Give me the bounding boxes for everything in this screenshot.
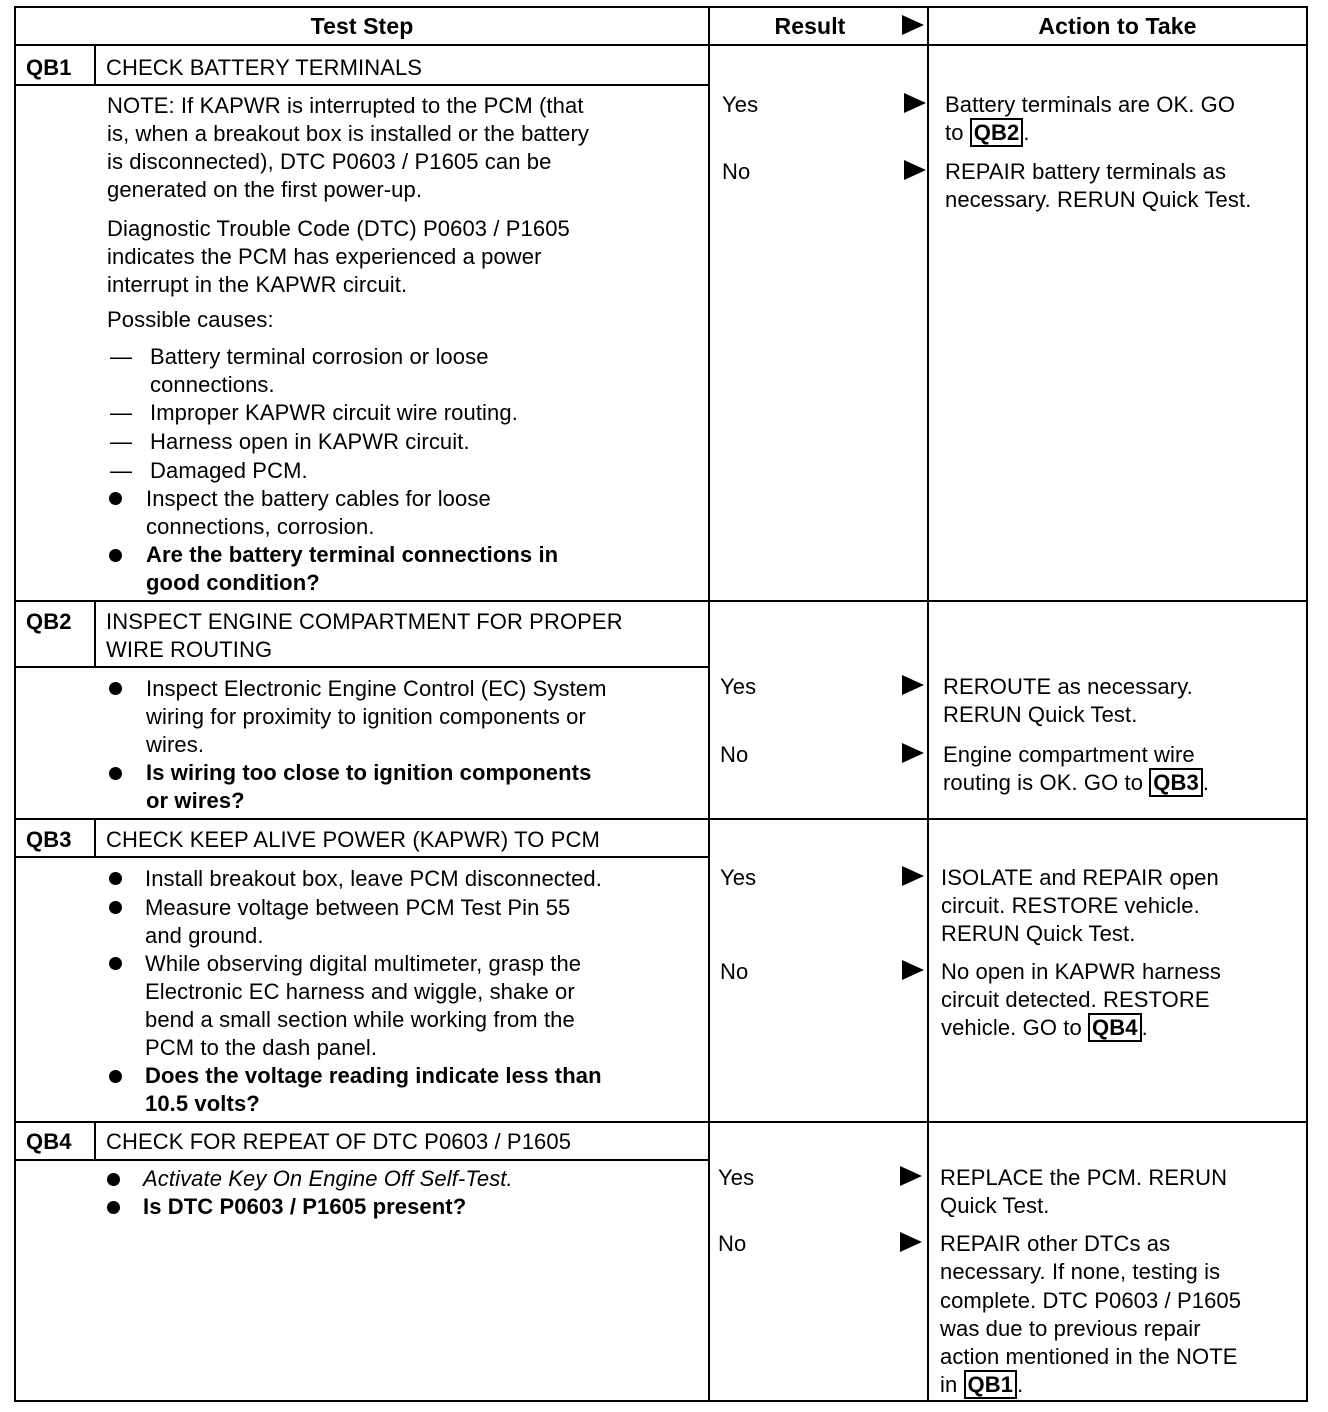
qb3-goto-qb4-link[interactable]: QB4 <box>1088 1013 1142 1042</box>
section-divider-qb4 <box>14 1121 1308 1123</box>
qb1-title-underline <box>14 84 710 86</box>
qb1-note-line-1: NOTE: If KAPWR is interrupted to the PCM (that <box>107 93 584 118</box>
qb1-dtc-line-1: Diagnostic Trouble Code (DTC) P0603 / P1605 <box>107 216 570 241</box>
qb3-code-divider <box>94 818 96 858</box>
qb2-no-action-line-2 <box>943 769 1209 798</box>
qb1-dtc-line-3: interrupt in the KAPWR circuit. <box>107 272 408 297</box>
section-divider-qb2 <box>14 600 1308 602</box>
qb1-note-line-3: is disconnected), DTC P0603 / P1605 can be <box>107 149 552 174</box>
qb3-bullet-2-line-1: Measure voltage between PCM Test Pin 55 <box>145 895 571 920</box>
qb1-cause-1-line-2: connections. <box>150 372 275 397</box>
qb3-yes-action-line-2: circuit. RESTORE vehicle. <box>941 893 1200 918</box>
table-border-right <box>1306 6 1308 1402</box>
qb2-title-line-2: WIRE ROUTING <box>106 637 273 662</box>
qb3-result-yes: Yes <box>720 865 757 890</box>
qb2-result-yes: Yes <box>720 674 757 699</box>
qb1-possible-causes: Possible causes: <box>107 307 274 332</box>
qb4-no-action-line-2: necessary. If none, testing is <box>940 1259 1221 1284</box>
qb1-result-yes: Yes <box>722 92 759 117</box>
qb2-yes-action-line-2: RERUN Quick Test. <box>943 702 1138 727</box>
qb3-question-line-1: Does the voltage reading indicate less than <box>145 1063 602 1088</box>
qb3-bullet-4-icon <box>109 1070 122 1083</box>
qb1-cause-1-line-1: Battery terminal corrosion or loose <box>150 344 489 369</box>
qb1-cause-2: Improper KAPWR circuit wire routing. <box>150 400 518 425</box>
qb1-cause-3: Harness open in KAPWR circuit. <box>150 429 470 454</box>
qb3-yes-action-line-1: ISOLATE and REPAIR open <box>941 865 1219 890</box>
qb2-no-action-period: . <box>1202 770 1210 795</box>
section-divider-qb3 <box>14 818 1308 820</box>
qb4-no-action-line-1: REPAIR other DTCs as <box>940 1231 1171 1256</box>
qb1-note-line-2: is, when a breakout box is installed or the battery <box>107 121 590 146</box>
table-border-top <box>14 6 1308 8</box>
qb2-goto-qb3-link[interactable]: QB3 <box>1149 768 1203 797</box>
qb1-yes-action-line-2 <box>945 119 1030 148</box>
header-result: Result <box>774 13 846 39</box>
qb1-yes-action-line-1: Battery terminals are OK. GO <box>945 92 1236 117</box>
qb3-bullet-3-line-3: bend a small section while working from the <box>145 1007 575 1032</box>
qb4-no-action-period: . <box>1017 1372 1024 1397</box>
qb1-cause-4: Damaged PCM. <box>150 458 308 483</box>
qb3-bullet-1-icon <box>109 872 122 885</box>
qb1-dtc-line-2: indicates the PCM has experienced a power <box>107 244 542 269</box>
qb2-bullet-1-icon <box>109 682 122 695</box>
qb1-cause-dash-4: — <box>110 458 133 483</box>
header-action: Action to Take <box>1038 13 1197 39</box>
qb2-bullet-1-line-3: wires. <box>146 732 205 757</box>
qb3-yes-action-line-3: RERUN Quick Test. <box>941 921 1136 946</box>
qb1-note-line-4: generated on the first power-up. <box>107 177 423 202</box>
qb4-code-divider <box>94 1121 96 1161</box>
qb1-goto-qb2-link[interactable]: QB2 <box>970 118 1024 147</box>
qb3-bullet-2-line-2: and ground. <box>145 923 264 948</box>
qb3-result-no: No <box>720 959 749 984</box>
qb2-bullet-2-icon <box>109 767 122 780</box>
qb2-result-no: No <box>720 742 749 767</box>
qb2-yes-action-line-1: REROUTE as necessary. <box>943 674 1193 699</box>
qb4-no-action-line-6 <box>940 1371 1023 1400</box>
qb2-bullet-1-line-2: wiring for proximity to ignition components or <box>146 704 586 729</box>
table-border-left <box>14 6 16 1402</box>
qb2-code-divider <box>94 600 96 668</box>
qb4-goto-qb1-link[interactable]: QB1 <box>964 1370 1018 1399</box>
qb4-title-underline <box>14 1159 710 1161</box>
qb1-result-no: No <box>722 159 751 184</box>
qb3-no-arrow-icon <box>902 960 924 980</box>
qb2-title-line-1: INSPECT ENGINE COMPARTMENT FOR PROPER <box>106 609 623 634</box>
qb4-result-yes: Yes <box>718 1165 755 1190</box>
qb4-yes-arrow-icon <box>900 1166 922 1186</box>
qb1-yes-arrow-icon <box>904 93 926 113</box>
header-arrow-icon <box>902 15 924 35</box>
qb1-bullet-2-icon <box>109 549 122 562</box>
qb2-no-arrow-icon <box>902 743 924 763</box>
qb2-title-underline <box>14 666 710 668</box>
qb1-cause-dash-3: — <box>110 429 133 454</box>
qb4-yes-action-line-2: Quick Test. <box>940 1193 1050 1218</box>
qb1-bullet-1-line-2: connections, corrosion. <box>146 514 375 539</box>
qb1-title: CHECK BATTERY TERMINALS <box>106 55 423 80</box>
qb3-bullet-3-line-4: PCM to the dash panel. <box>145 1035 378 1060</box>
qb4-bullet-2-icon <box>107 1201 120 1214</box>
qb4-title: CHECK FOR REPEAT OF DTC P0603 / P1605 <box>106 1129 572 1154</box>
column-divider-2 <box>927 6 929 1402</box>
qb1-bullet-1-line-1: Inspect the battery cables for loose <box>146 486 491 511</box>
qb2-bullet-1-line-1: Inspect Electronic Engine Control (EC) System <box>146 676 607 701</box>
qb4-code: QB4 <box>26 1129 72 1154</box>
qb1-no-arrow-icon <box>904 160 926 180</box>
qb2-yes-arrow-icon <box>902 675 924 695</box>
table-border-bottom <box>14 1400 1308 1402</box>
qb4-question-line-1: Is DTC P0603 / P1605 present? <box>143 1194 467 1219</box>
qb3-no-action-line-1: No open in KAPWR harness <box>941 959 1221 984</box>
qb1-code-divider <box>94 44 96 86</box>
qb4-no-action-line-4: was due to previous repair <box>940 1316 1201 1341</box>
qb1-code: QB1 <box>26 55 72 80</box>
qb3-no-action-line-3 <box>941 1014 1148 1043</box>
qb3-no-action-period: . <box>1141 1015 1148 1040</box>
qb1-yes-action-go-to: to <box>945 120 964 145</box>
qb4-yes-action-line-1: REPLACE the PCM. RERUN <box>940 1165 1228 1190</box>
qb4-no-action-line-3: complete. DTC P0603 / P1605 <box>940 1288 1242 1313</box>
qb4-bullet-1-icon <box>107 1173 120 1186</box>
header-divider <box>14 44 1308 46</box>
header-test-step: Test Step <box>310 13 414 39</box>
qb3-no-action-go-to: vehicle. GO to <box>941 1015 1082 1040</box>
qb4-bullet-1-line-1: Activate Key On Engine Off Self-Test. <box>143 1166 513 1191</box>
qb1-question-line-2: good condition? <box>146 570 320 595</box>
qb2-no-action-go-to: routing is OK. GO to <box>943 770 1144 795</box>
qb3-question-line-2: 10.5 volts? <box>145 1091 260 1116</box>
qb4-no-action-in: in <box>940 1372 958 1397</box>
qb3-bullet-3-line-1: While observing digital multimeter, grasp the <box>145 951 582 976</box>
qb1-no-action-line-2: necessary. RERUN Quick Test. <box>945 187 1252 212</box>
qb1-yes-action-period: . <box>1023 120 1030 145</box>
qb1-cause-dash-2: — <box>110 400 133 425</box>
qb1-bullet-1-icon <box>109 492 122 505</box>
qb1-cause-dash-1: — <box>110 344 133 369</box>
qb1-no-action-line-1: REPAIR battery terminals as <box>945 159 1227 184</box>
qb3-bullet-2-icon <box>109 901 122 914</box>
qb3-title: CHECK KEEP ALIVE POWER (KAPWR) TO PCM <box>106 827 600 852</box>
qb3-code: QB3 <box>26 827 72 852</box>
qb4-result-no: No <box>718 1231 747 1256</box>
qb3-title-underline <box>14 856 710 858</box>
qb3-bullet-1-line-1: Install breakout box, leave PCM disconnected. <box>145 866 602 891</box>
qb3-yes-arrow-icon <box>902 866 924 886</box>
qb3-bullet-3-line-2: Electronic EC harness and wiggle, shake or <box>145 979 575 1004</box>
column-divider-1 <box>708 6 710 1402</box>
qb3-no-action-line-2: circuit detected. RESTORE <box>941 987 1210 1012</box>
qb2-code: QB2 <box>26 609 72 634</box>
qb2-question-line-1: Is wiring too close to ignition components <box>146 760 592 785</box>
qb2-no-action-line-1: Engine compartment wire <box>943 742 1195 767</box>
qb4-no-arrow-icon <box>900 1232 922 1252</box>
qb4-no-action-line-5: action mentioned in the NOTE <box>940 1344 1238 1369</box>
qb3-bullet-3-icon <box>109 957 122 970</box>
qb2-question-line-2: or wires? <box>146 788 245 813</box>
qb1-question-line-1: Are the battery terminal connections in <box>146 542 559 567</box>
